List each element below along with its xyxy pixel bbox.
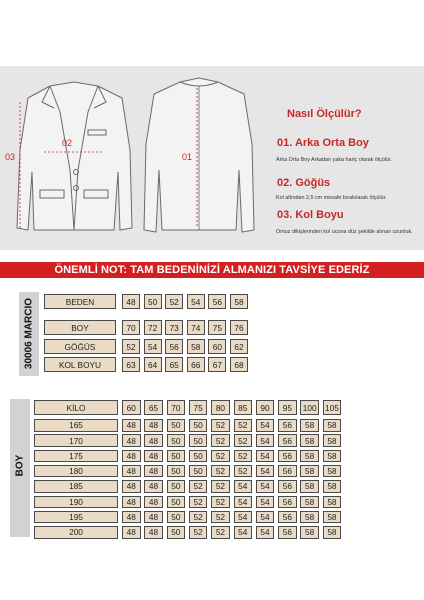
fit-cell: 58	[300, 434, 319, 447]
fit-cell: 58	[300, 511, 319, 524]
size-cell: 66	[187, 357, 205, 372]
size-cell: 72	[144, 320, 162, 335]
fit-cell: 50	[189, 434, 208, 447]
step-3-title: 03. Kol Boyu	[277, 209, 344, 221]
height-row-label: 185	[34, 480, 118, 493]
size-cell: 74	[187, 320, 205, 335]
step-3-desc: Omuz dikişlerinden kol ucuna düz şekilde alınan uzunluk.	[276, 229, 413, 235]
size-cell: 58	[187, 339, 205, 354]
fit-cell: 58	[323, 434, 342, 447]
fit-cell: 48	[144, 526, 163, 539]
size-cell: 56	[208, 294, 226, 309]
size-cell: 60	[208, 339, 226, 354]
fit-cell: 56	[278, 526, 297, 539]
fit-cell: 58	[300, 450, 319, 463]
sleeve-mark-label: 03	[5, 152, 16, 162]
fit-cell: 50	[167, 450, 186, 463]
fit-cell: 54	[256, 450, 275, 463]
fit-cell: 54	[256, 496, 275, 509]
fit-cell: 48	[122, 465, 141, 478]
height-row-label: 165	[34, 419, 118, 432]
fit-cell: 48	[122, 511, 141, 524]
size-cell: 73	[165, 320, 183, 335]
step-1-title: 01. Arka Orta Boy	[277, 137, 369, 149]
size-cell: 67	[208, 357, 226, 372]
fit-cell: 58	[323, 419, 342, 432]
fit-cell: 52	[211, 526, 230, 539]
size-cell: 58	[230, 294, 248, 309]
fit-cell: 54	[234, 480, 253, 493]
weight-header-cell: 80	[211, 400, 230, 415]
fit-cell: 50	[189, 465, 208, 478]
height-row-label: 180	[34, 465, 118, 478]
size-row-label: KOL BOYU	[44, 357, 116, 372]
height-row-label: 170	[34, 434, 118, 447]
fit-cell: 50	[167, 511, 186, 524]
fit-cell: 54	[234, 511, 253, 524]
fit-cell: 52	[211, 450, 230, 463]
height-row-label: 175	[34, 450, 118, 463]
size-cell: 63	[122, 357, 140, 372]
step-1-desc: Arka Orta Boy Arkadan yaka hariç olarak ölçülür.	[276, 157, 392, 163]
fit-cell: 58	[300, 419, 319, 432]
size-cell: 65	[165, 357, 183, 372]
fit-cell: 48	[122, 480, 141, 493]
size-row-label: GÖĞÜS	[44, 339, 116, 354]
fit-cell: 52	[189, 526, 208, 539]
weight-header-cell: 65	[144, 400, 163, 415]
size-cell: 68	[230, 357, 248, 372]
weight-header-cell: 100	[300, 400, 319, 415]
fit-cell: 56	[278, 511, 297, 524]
fit-cell: 48	[144, 419, 163, 432]
size-cell: 52	[122, 339, 140, 354]
size-table-side-label: 30006 MARCIO	[23, 297, 35, 370]
size-cell: 75	[208, 320, 226, 335]
fit-cell: 48	[122, 526, 141, 539]
size-cell: 64	[144, 357, 162, 372]
fit-cell: 48	[144, 434, 163, 447]
fit-cell: 58	[300, 480, 319, 493]
chest-mark-label: 02	[62, 138, 73, 148]
height-row-label: 190	[34, 496, 118, 509]
fit-cell: 58	[323, 511, 342, 524]
fit-cell: 48	[144, 496, 163, 509]
fit-cell: 50	[167, 526, 186, 539]
fit-cell: 52	[211, 480, 230, 493]
fit-cell: 52	[234, 434, 253, 447]
fit-cell: 54	[234, 526, 253, 539]
fit-cell: 54	[256, 419, 275, 432]
fit-cell: 58	[323, 465, 342, 478]
fit-cell: 52	[189, 511, 208, 524]
size-cell: 48	[122, 294, 140, 309]
fit-cell: 52	[211, 465, 230, 478]
fit-cell: 58	[300, 496, 319, 509]
fit-cell: 52	[234, 465, 253, 478]
size-cell: 52	[165, 294, 183, 309]
fit-cell: 48	[144, 480, 163, 493]
fit-cell: 58	[323, 496, 342, 509]
size-cell: 56	[165, 339, 183, 354]
weight-header-cell: 90	[256, 400, 275, 415]
size-cell: 76	[230, 320, 248, 335]
fit-cell: 50	[167, 434, 186, 447]
fit-cell: 52	[189, 480, 208, 493]
fit-cell: 54	[256, 526, 275, 539]
fit-cell: 56	[278, 496, 297, 509]
fit-cell: 58	[300, 465, 319, 478]
fit-cell: 48	[122, 419, 141, 432]
fit-cell: 50	[167, 480, 186, 493]
fit-cell: 50	[167, 496, 186, 509]
weight-header-cell: 60	[122, 400, 141, 415]
size-cell: 62	[230, 339, 248, 354]
fit-cell: 52	[234, 450, 253, 463]
weight-header-cell: 105	[323, 400, 342, 415]
size-row-label: BOY	[44, 320, 116, 335]
fit-cell: 58	[300, 526, 319, 539]
fit-cell: 52	[189, 496, 208, 509]
height-row-label: 195	[34, 511, 118, 524]
fit-cell: 52	[211, 496, 230, 509]
fit-cell: 50	[189, 419, 208, 432]
size-row-label: BEDEN	[44, 294, 116, 309]
fit-cell: 52	[211, 434, 230, 447]
fit-cell: 56	[278, 480, 297, 493]
fit-cell: 50	[189, 450, 208, 463]
back-jacket-illustration	[140, 74, 258, 242]
fit-cell: 48	[122, 434, 141, 447]
length-mark-label: 01	[182, 152, 193, 162]
size-cell: 54	[144, 339, 162, 354]
fit-cell: 56	[278, 419, 297, 432]
size-cell: 54	[187, 294, 205, 309]
note-text: ÖNEMLİ NOT: TAM BEDENİNİZİ ALMANIZI TAVSİYE EDERİZ	[54, 264, 370, 276]
fit-cell: 54	[256, 434, 275, 447]
fit-cell: 58	[323, 526, 342, 539]
fit-cell: 58	[323, 450, 342, 463]
fit-cell: 58	[323, 480, 342, 493]
weight-header-cell: 95	[278, 400, 297, 415]
fit-cell: 52	[234, 419, 253, 432]
fit-cell: 52	[211, 419, 230, 432]
how-to-measure-title: Nasıl Ölçülür?	[287, 108, 362, 120]
weight-header-cell: 70	[167, 400, 186, 415]
size-cell: 50	[144, 294, 162, 309]
fit-cell: 50	[167, 465, 186, 478]
fit-cell: 54	[234, 496, 253, 509]
fit-cell: 48	[122, 496, 141, 509]
fit-cell: 56	[278, 434, 297, 447]
fit-cell: 48	[144, 450, 163, 463]
front-jacket-illustration	[14, 80, 136, 240]
fit-cell: 56	[278, 450, 297, 463]
size-cell: 70	[122, 320, 140, 335]
fit-cell: 54	[256, 511, 275, 524]
fit-cell: 56	[278, 465, 297, 478]
fit-cell: 50	[167, 419, 186, 432]
fit-cell: 54	[256, 465, 275, 478]
fit-cell: 54	[256, 480, 275, 493]
weight-header-cell: 85	[234, 400, 253, 415]
fit-cell: 48	[144, 465, 163, 478]
step-2-desc: Kol altından 2,5 cm mesafe bırakılarak ölçülür.	[276, 195, 387, 201]
weight-header-cell: 75	[189, 400, 208, 415]
weight-header-label: KİLO	[34, 400, 118, 415]
fit-cell: 48	[144, 511, 163, 524]
fit-cell: 48	[122, 450, 141, 463]
fit-table-side-label: BOY	[14, 454, 26, 477]
step-2-title: 02. Göğüs	[277, 177, 331, 189]
fit-cell: 52	[211, 511, 230, 524]
height-row-label: 200	[34, 526, 118, 539]
